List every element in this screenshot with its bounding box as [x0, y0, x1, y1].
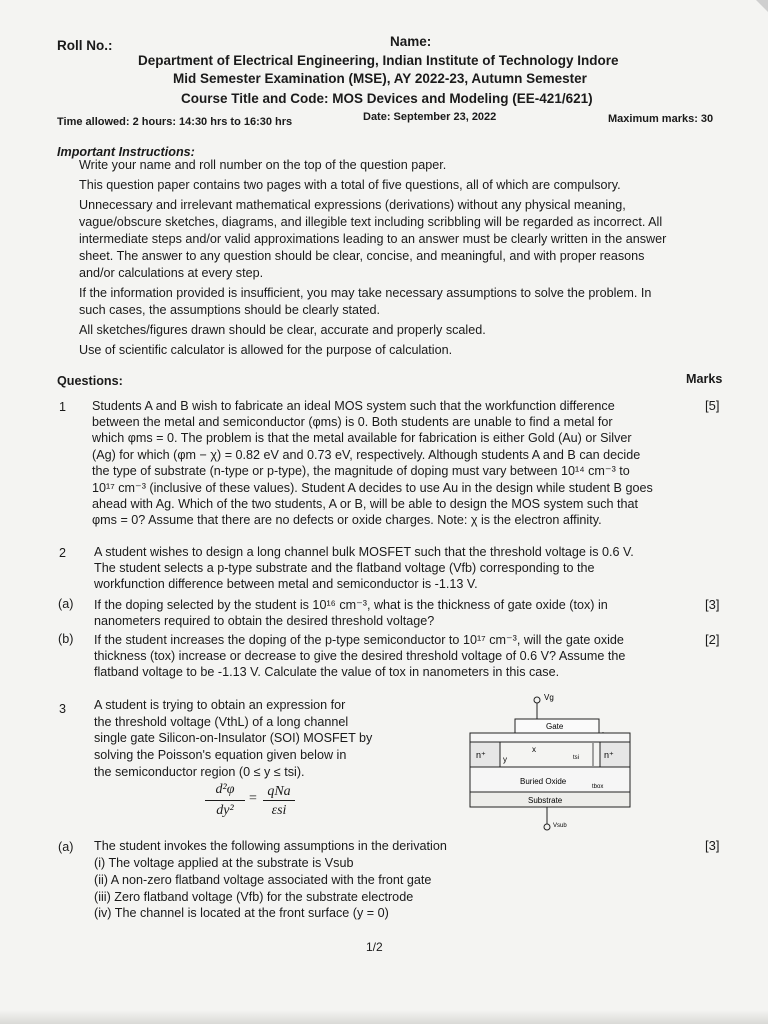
course-line: Course Title and Code: MOS Devices and Modeling (EE-421/621)	[181, 91, 593, 106]
drain-nplus-label: n⁺	[604, 750, 614, 760]
buried-oxide-label: Buried Oxide	[520, 777, 567, 786]
subpart-label: (b)	[58, 632, 74, 646]
question-text-line: A student wishes to design a long channel bulk MOSFET such that the threshold voltage is 0.6 V.	[94, 545, 634, 559]
question-text-line: nanometers required to obtain the desired threshold voltage?	[94, 614, 435, 628]
assumption-line: (iii) Zero flatband voltage (Vfb) for the substrate electrode	[94, 890, 414, 904]
question-number: 3	[59, 702, 67, 716]
equation-lhs-numerator: d²φ	[215, 782, 235, 797]
page-number: 1/2	[366, 940, 383, 954]
question-text-line: solving the Poisson's equation given below in	[94, 748, 347, 762]
page-corner-fold	[756, 0, 768, 12]
marks-heading: Marks	[686, 372, 723, 386]
question-text-line: flatband voltage to be -1.13 V. Calculate the value of tox in nanometers in this case.	[94, 665, 560, 679]
y-axis-label: y	[503, 755, 507, 764]
question-text-line: A student is trying to obtain an expression for	[94, 698, 346, 712]
name-label: Name:	[390, 34, 432, 49]
instruction-line: such cases, the assumptions should be clearly stated.	[79, 303, 381, 317]
x-axis-label: x	[532, 745, 536, 754]
instruction-line: Write your name and roll number on the top of the question paper.	[79, 158, 447, 172]
question-text-line: The student selects a p-type substrate and the flatband voltage (Vfb) corresponding to the	[94, 561, 595, 575]
maximum-marks: Maximum marks: 30	[608, 113, 714, 125]
equation-lhs-denominator: dy²	[216, 803, 234, 818]
instruction-line: and/or calculations at every step.	[79, 266, 264, 280]
time-allowed: Time allowed: 2 hours: 14:30 hrs to 16:30 hrs	[57, 116, 293, 128]
gate-label: Gate	[546, 722, 564, 731]
gate-oxide-layer	[470, 733, 630, 742]
subpart-marks: [2]	[705, 632, 720, 647]
instruction-line: Use of scientific calculator is allowed for the purpose of calculation.	[79, 343, 453, 357]
question-text-line: If the doping selected by the student is 10¹⁶ cm⁻³, what is the thickness of gate oxide (tox) in	[94, 598, 608, 612]
question-text-line: 10¹⁷ cm⁻³ (inclusive of these values). Student A decides to use Au in the design while student B goes	[92, 481, 653, 495]
instruction-line: sheet. The answer to any question should be clear, concise, and meaningful, and with proper reasons	[79, 249, 645, 263]
equation-rhs-denominator: εsi	[271, 803, 287, 818]
exam-line: Mid Semester Examination (MSE), AY 2022-23, Autumn Semester	[173, 71, 587, 86]
equation-rhs-fraction-bar	[263, 800, 295, 801]
subpart-marks: [3]	[705, 838, 720, 853]
question-number: 1	[59, 400, 67, 414]
question-text-line: ahead with Ag. Which of the two students, A or B, will be able to design the MOS system such that	[92, 497, 639, 511]
instructions-title: Important Instructions:	[57, 145, 195, 159]
scan-bottom-edge	[0, 1010, 768, 1024]
question-text-line: the semiconductor region (0 ≤ y ≤ tsi).	[94, 765, 305, 779]
exam-date: Date: September 23, 2022	[363, 111, 497, 123]
assumption-line: (iv) The channel is located at the front surface (y = 0)	[94, 906, 389, 920]
question-text-line: which φms = 0. The problem is that the metal available for fabrication is either Gold (Au) or Silver	[92, 431, 632, 445]
question-text-line: If the student increases the doping of the p-type semiconductor to 10¹⁷ cm⁻³, will the gate oxide	[94, 633, 624, 647]
tsi-label: tsi	[573, 755, 579, 761]
vsub-label: Vsub	[553, 823, 567, 829]
instruction-line: If the information provided is insufficient, you may take necessary assumptions to solve the problem. In	[79, 286, 652, 300]
question-number: 2	[59, 546, 67, 560]
instruction-line: Unnecessary and irrelevant mathematical expressions (derivations) without any physical meaning,	[79, 198, 626, 212]
question-text-line: thickness (tox) increase or decrease to give the desired threshold voltage of 0.6 V? Assume the	[94, 649, 626, 663]
instruction-line: vague/obscure sketches, diagrams, and illegible text including scribbling will be regarded as incorrect. All	[79, 215, 663, 229]
question-marks: [5]	[705, 398, 720, 413]
subpart-label: (a)	[58, 597, 74, 611]
subpart-marks: [3]	[705, 597, 720, 612]
equation-equals: =	[249, 791, 257, 806]
soi-mosfet-diagram	[460, 690, 740, 840]
instruction-line: All sketches/figures drawn should be clear, accurate and properly scaled.	[79, 323, 486, 337]
roll-no-label: Roll No.:	[57, 38, 113, 53]
equation-lhs-fraction-bar	[205, 800, 245, 801]
instruction-line: This question paper contains two pages with a total of five questions, all of which are compulsory.	[79, 178, 621, 192]
subpart-label: (a)	[58, 840, 74, 854]
tbox-label: tbox	[592, 784, 604, 790]
substrate-label: Substrate	[528, 796, 563, 805]
question-text-line: Students A and B wish to fabricate an ideal MOS system such that the workfunction difference	[92, 399, 615, 413]
question-text-line: φms = 0? Assume that there are no defects or oxide charges. Note: χ is the electron affinity.	[92, 513, 602, 527]
instruction-line: intermediate steps and/or valid approximations leading to an answer must be clearly written in the answer	[79, 232, 667, 246]
question-text-line: The student invokes the following assumptions in the derivation	[94, 839, 447, 853]
department-line: Department of Electrical Engineering, Indian Institute of Technology Indore	[138, 53, 619, 68]
vsub-terminal-icon	[544, 824, 550, 830]
equation-rhs-numerator: qNa	[267, 784, 291, 799]
question-text-line: (Ag) for which (φm − χ) = 0.82 eV and 0.73 eV, respectively. Although students A and B can decide	[92, 448, 641, 462]
questions-heading: Questions:	[57, 374, 123, 388]
question-text-line: workfunction difference between metal and semiconductor is -1.13 V.	[94, 577, 478, 591]
assumption-line: (ii) A non-zero flatband voltage associated with the front gate	[94, 873, 432, 887]
question-text-line: the type of substrate (n-type or p-type), the magnitude of doping must vary between 10¹⁴ cm⁻³ to	[92, 464, 630, 478]
source-nplus-label: n⁺	[476, 750, 486, 760]
vg-label: Vg	[544, 693, 554, 702]
question-text-line: single gate Silicon-on-Insulator (SOI) MOSFET by	[94, 731, 373, 745]
assumption-line: (i) The voltage applied at the substrate is Vsub	[94, 856, 354, 870]
question-text-line: the threshold voltage (VthL) of a long channel	[94, 715, 349, 729]
vg-terminal-icon	[534, 697, 540, 703]
question-text-line: between the metal and semiconductor (φms) is 0. Both students are unable to find a metal for	[92, 415, 613, 429]
